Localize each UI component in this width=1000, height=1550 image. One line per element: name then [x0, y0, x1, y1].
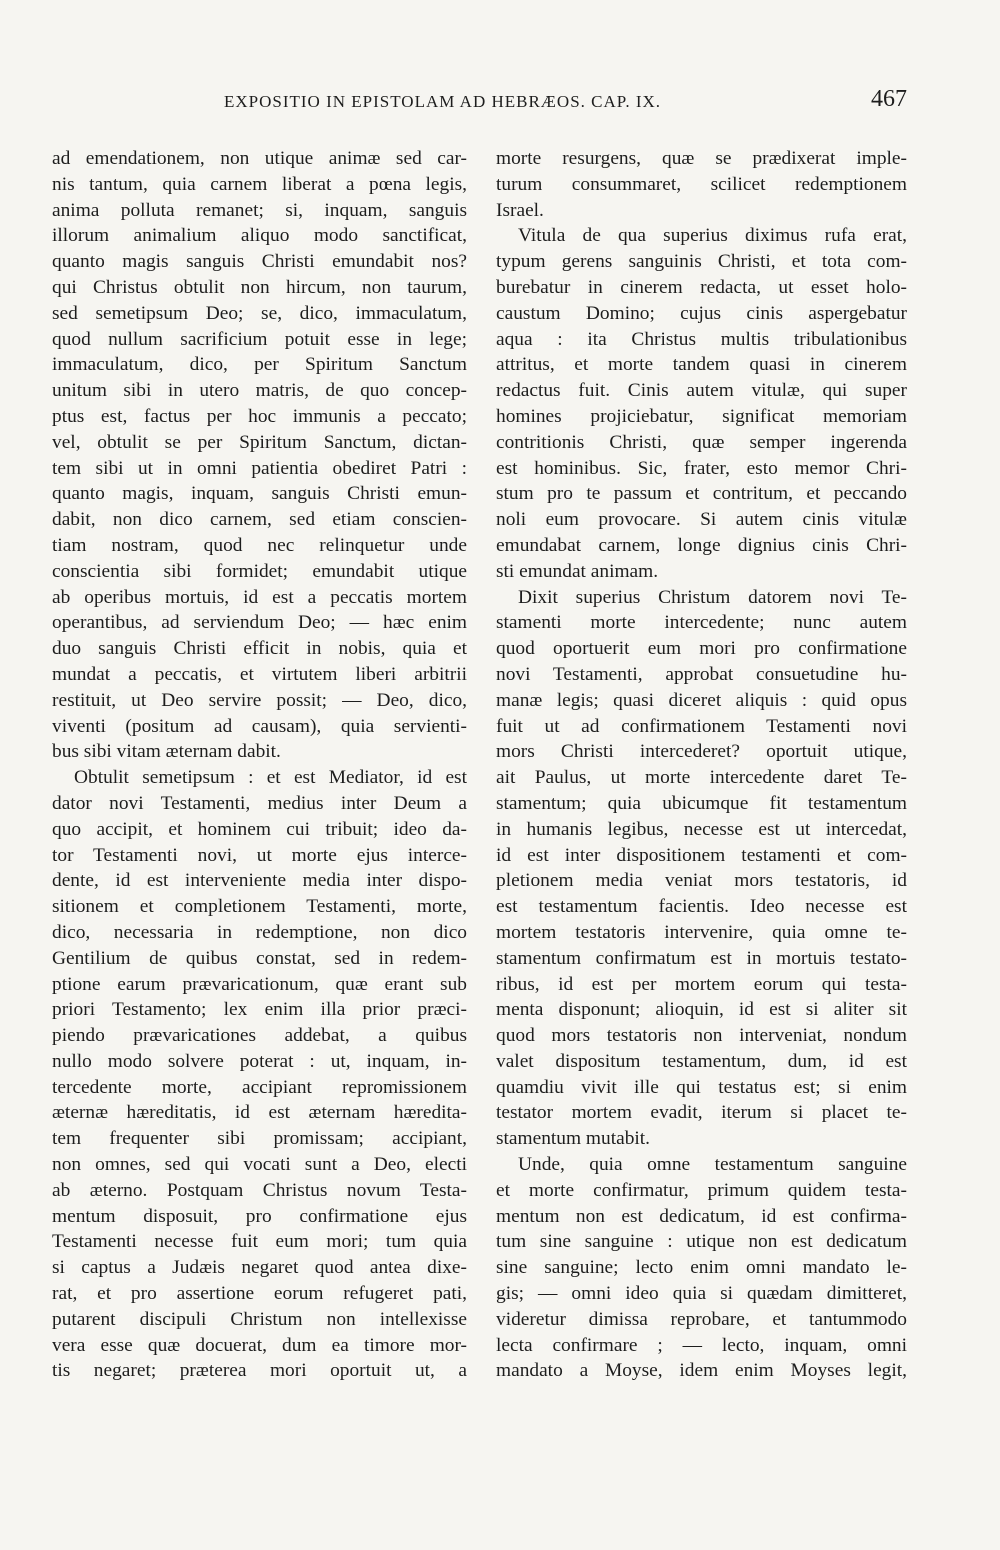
text-line: mentum non est dedicatum, id est confirma-: [496, 1205, 907, 1227]
text-line: vera esse quæ docuerat, dum ea timore mor-: [52, 1334, 467, 1356]
text-line: novi Testamenti, approbat consuetudine hu-: [496, 663, 907, 685]
right-column: [496, 146, 907, 1384]
text-line: stamentum confirmatum est in mortuis testato-: [496, 947, 907, 969]
text-line: lecta confirmare ; — lecto, inquam, omni: [496, 1334, 907, 1356]
text-line: quod mors testatoris non interveniat, nondum: [496, 1025, 907, 1047]
text-line: duo sanguis Christi efficit in nobis, quia et: [52, 638, 467, 660]
text-line: nis tantum, quia carnem liberat a pœna legis,: [52, 173, 467, 195]
text-line: valet dispositum testamentum, dum, id est: [496, 1050, 907, 1072]
text-line: bus sibi vitam æternam dabit.: [52, 741, 281, 763]
text-line: typum gerens sanguinis Christi, et tota com-: [496, 251, 907, 273]
text-line: unitum sibi in utero matris, de quo concep-: [52, 380, 467, 402]
page-header: [52, 86, 907, 122]
text-line: tercedente morte, accipiant repromissionem: [52, 1076, 467, 1098]
text-line: Unde, quia omne testamentum sanguine: [518, 1154, 907, 1176]
text-line: in humanis legibus, necesse est ut intercedat,: [496, 818, 907, 840]
text-line: turum consummaret, scilicet redemptionem: [496, 173, 907, 195]
text-line: restituit, ut Deo servire possit; — Deo, dico,: [52, 689, 467, 711]
text-line: caustum Domino; cujus cinis aspergebatur: [496, 302, 907, 324]
text-line: Dixit superius Christum datorem novi Te-: [518, 586, 907, 608]
text-line: non omnes, sed qui vocati sunt a Deo, electi: [52, 1154, 467, 1176]
text-line: Testamenti necesse fuit eum mori; tum quia: [52, 1231, 467, 1253]
text-line: priori Testamento; lex enim illa prior præci-: [52, 999, 467, 1021]
text-line: tiam nostram, quod nec relinquetur unde: [52, 534, 467, 556]
text-line: sed semetipsum Deo; se, dico, immaculatum,: [52, 302, 467, 324]
text-line: conscientia sibi formidet; emundabit utique: [52, 560, 467, 582]
text-line: est hominibus. Sic, frater, esto memor Chri-: [496, 457, 907, 479]
text-line: gis; — omni ideo quia si quædam dimitteret,: [496, 1283, 907, 1305]
text-line: qui Christus obtulit non hircum, non taurum,: [52, 276, 467, 298]
text-line: ptione earum prævaricationum, quæ erant sub: [52, 973, 467, 995]
text-line: ad emendationem, non utique animæ sed car-: [52, 148, 467, 169]
text-line: testator mortem evadit, iterum si placet te-: [496, 1102, 907, 1124]
text-line: quamdiu vivit ille qui testatus est; si enim: [496, 1076, 907, 1098]
text-line: tem sibi ut in omni patientia obediret Patri :: [52, 457, 467, 479]
text-line: et morte confirmatur, primum quidem testa-: [496, 1179, 907, 1201]
text-line: Israel.: [496, 199, 544, 221]
text-line: Gentilium de quibus constat, sed in redem-: [52, 947, 467, 969]
text-line: sitionem et completionem Testamenti, morte,: [52, 896, 467, 918]
text-line: dator novi Testamenti, medius inter Deum a: [52, 792, 467, 814]
text-line: burebatur in cinerem redacta, ut esset holo-: [496, 276, 907, 298]
text-line: noli eum provocare. Si autem cinis vitulæ: [496, 509, 907, 531]
text-line: viventi (positum ad causam), quia servienti-: [52, 715, 467, 737]
text-line: emundabat carnem, longe dignius cinis Chri-: [496, 534, 907, 556]
text-line: rat, et pro assertione eorum refugeret pati,: [52, 1283, 467, 1305]
text-line: id est inter dispositionem testamenti et com-: [496, 844, 907, 866]
text-line: attritus, et morte tandem quasi in cinerem: [496, 354, 907, 376]
text-line: æternæ hæreditatis, id est æternam hæredita-: [52, 1102, 467, 1124]
text-line: Obtulit semetipsum : et est Mediator, id est: [74, 767, 467, 789]
text-line: tis negaret; præterea mori oportuit ut, a: [52, 1360, 467, 1382]
text-line: quanto magis sanguis Christi emundabit nos?: [52, 251, 467, 273]
text-line: aqua : ita Christus multis tribulationibus: [496, 328, 907, 350]
text-line: illorum animalium aliquo modo sanctificat,: [52, 225, 467, 247]
text-line: Vitula de qua superius diximus rufa erat,: [518, 225, 907, 247]
text-line: stamentum; quia ubicumque fit testamentum: [496, 792, 907, 814]
text-line: stum pro te passum et contritum, et peccando: [496, 483, 907, 505]
text-line: mors Christi intercederet? oportuit utique,: [496, 741, 907, 763]
text-line: ab æterno. Postquam Christus novum Testa-: [52, 1179, 467, 1201]
text-line: videretur dimissa reprobare, et tantummodo: [496, 1308, 907, 1330]
running-head: EXPOSITIO IN EPISTOLAM AD HEBRÆOS. CAP. IX.: [224, 92, 662, 111]
text-line: quod nullum sacrificium potuit esse in lege;: [52, 328, 467, 350]
text-line: nullo modo solvere poterat : ut, inquam, in-: [52, 1050, 467, 1072]
text-line: fuit ut ad confirmationem Testamenti novi: [496, 715, 907, 737]
text-line: anima polluta remanet; si, inquam, sanguis: [52, 199, 467, 221]
text-line: sti emundat animam.: [496, 560, 659, 582]
text-line: redactus fuit. Cinis autem vitulæ, qui super: [496, 380, 907, 402]
text-line: vel, obtulit se per Spiritum Sanctum, dictan-: [52, 431, 467, 453]
text-line: ribus, id est per mortem eorum qui testa-: [496, 973, 907, 995]
text-line: est testamentum facientis. Ideo necesse est: [496, 896, 907, 918]
text-line: quod oportuerit eum mori pro confirmatione: [496, 638, 907, 660]
text-line: si captus a Judæis negaret quod antea dixe-: [52, 1257, 467, 1279]
text-line: ait Paulus, ut morte intercedente daret Te-: [496, 767, 907, 789]
text-line: stamenti morte intercedente; nunc autem: [496, 612, 907, 634]
text-line: putarent discipuli Christum non intellexisse: [52, 1308, 467, 1330]
text-line: dico, necessaria in redemptione, non dico: [52, 921, 467, 943]
page-number: 467: [871, 86, 907, 112]
text-line: immaculatum, dico, per Spiritum Sanctum: [52, 354, 467, 376]
text-line: mandato a Moyse, idem enim Moyses legit,: [496, 1360, 907, 1382]
text-line: homines projiciebatur, significat memoriam: [496, 405, 907, 427]
text-line: contritionis Christi, quæ semper ingerenda: [496, 431, 907, 453]
text-line: dabit, non dico carnem, sed etiam conscien-: [52, 509, 467, 531]
text-line: morte resurgens, quæ se prædixerat imple-: [496, 148, 907, 169]
text-line: sine sanguine; lecto enim omni mandato le-: [496, 1257, 907, 1279]
text-line: tum sine sanguine : utique non est dedicatum: [496, 1231, 907, 1253]
text-line: mortem testatoris intervenire, quia omne te-: [496, 921, 907, 943]
text-line: manæ legis; quasi diceret aliquis : quid opus: [496, 689, 907, 711]
text-line: ptus est, factus per hoc immunis a peccato;: [52, 405, 467, 427]
text-line: quo accipit, et hominem cui tribuit; ideo da-: [52, 818, 467, 840]
text-line: tor Testamenti novi, ut morte ejus interce-: [52, 844, 467, 866]
text-line: ab operibus mortuis, id est a peccatis mortem: [52, 586, 467, 608]
text-line: operantibus, ad serviendum Deo; — hæc enim: [52, 612, 467, 634]
left-column: [52, 146, 467, 1384]
text-line: tem frequenter sibi promissam; accipiant,: [52, 1128, 467, 1150]
text-line: stamentum mutabit.: [496, 1128, 651, 1150]
text-line: mundat a peccatis, et virtutem liberi arbitrii: [52, 663, 467, 685]
text-line: dente, id est interveniente media inter dispo-: [52, 870, 467, 892]
text-line: piendo prævaricationes addebat, a quibus: [52, 1025, 467, 1047]
text-line: quanto magis, inquam, sanguis Christi emun-: [52, 483, 467, 505]
text-line: pletionem media veniat mors testatoris, id: [496, 870, 907, 892]
text-line: mentum disposuit, pro confirmatione ejus: [52, 1205, 467, 1227]
text-line: menta disponunt; alioquin, id est si aliter sit: [496, 999, 907, 1021]
